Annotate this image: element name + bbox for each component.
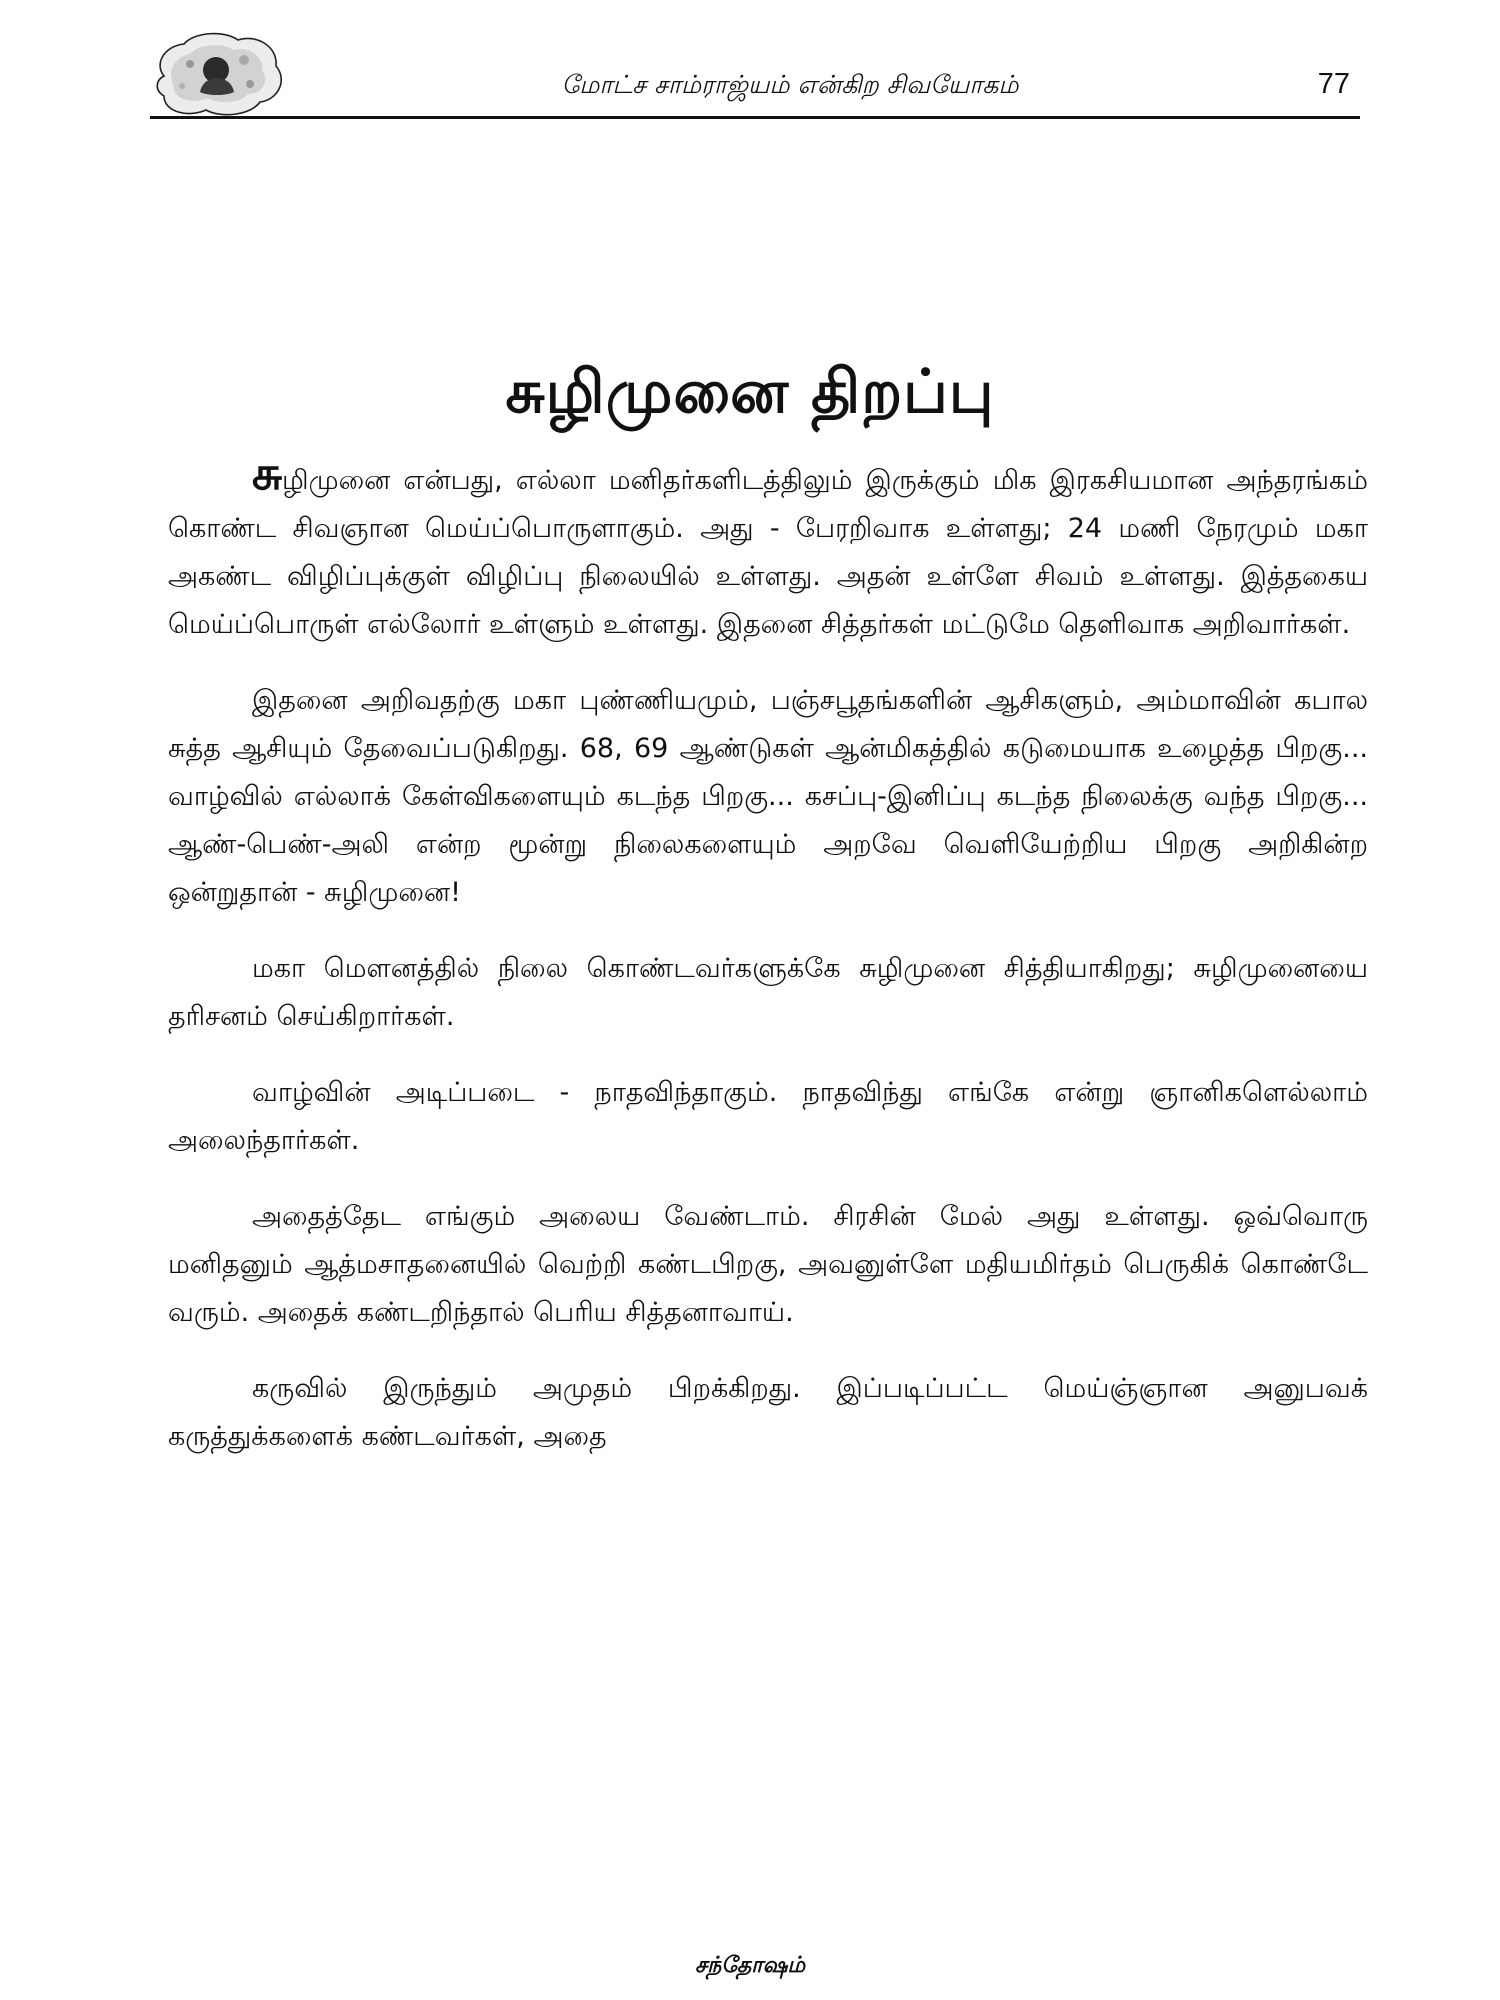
body-text [168, 446, 1368, 1489]
drop-cap: சு [252, 446, 283, 500]
paragraph-1-text: ழிமுனை என்பது, எல்லா மனிதர்களிடத்திலும் இருக்கும் மிக இரகசியமான அந்தரங்கம் கொண்ட சிவஞான மெய்ப்பொருளாகும். அது - பேரறிவாக உள்ளது; 24 மணி நேரமும் மகா அகண்ட விழிப்புக்குள் விழிப்பு நிலையில் உள்ளது. அதன் உள்ளே சிவம் உள்ளது. இத்தகைய மெய்ப்பொருள் எல்லோர் உள்ளும் உள்ளது. இதனை சித்தர்கள் மட்டுமே தெளிவாக அறிவார்கள். [168, 465, 1368, 640]
chapter-title: சுழிமுனை திறப்பு [505, 357, 995, 428]
running-title: மோட்ச சாம்ராஜ்யம் என்கிற சிவயோகம் [561, 70, 1019, 99]
paragraph-4: வாழ்வின் அடிப்படை - நாதவிந்தாகும். நாதவிந்து எங்கே என்று ஞானிகளெல்லாம் அலைந்தார்கள். [168, 1077, 1368, 1156]
page-footer: சந்தோஷம் [694, 1953, 806, 1978]
paragraph-6: கருவில் இருந்தும் அமுதம் பிறக்கிறது. இப்படிப்பட்ட மெய்ஞ்ஞான அனுபவக் கருத்துக்களைக் கண்டவர்கள், அதை [168, 1373, 1368, 1452]
header-rule [150, 116, 1360, 119]
paragraph-3: மகா மௌனத்தில் நிலை கொண்டவர்களுக்கே சுழிமுனை சித்தியாகிறது; சுழிமுனையை தரிசனம் செய்கிறார்கள். [168, 953, 1368, 1032]
page-header [150, 30, 1360, 116]
portrait-emblem [150, 30, 290, 116]
paragraph-1 [168, 446, 1368, 649]
paragraph-2: இதனை அறிவதற்கு மகா புண்ணியமும், பஞ்சபூதங்களின் ஆசிகளும், அம்மாவின் கபால சுத்த ஆசியும் தேவைப்படுகிறது. 68, 69 ஆண்டுகள் ஆன்மிகத்தில் கடுமையாக உழைத்த பிறகு... வாழ்வில் எல்லாக் கேள்விகளையும் கடந்த பிறகு... கசப்பு-இனிப்பு கடந்த நிலைக்கு வந்த பிறகு... ஆண்-பெண்-அலி என்ற மூன்று நிலைகளையும் அறவே வெளியேற்றிய பிறகு அறிகின்ற ஒன்றுதான் - சுழிமுனை! [168, 685, 1368, 908]
paragraph-5: அதைத்தேட எங்கும் அலைய வேண்டாம். சிரசின் மேல் அது உள்ளது. ஒவ்வொரு மனிதனும் ஆத்மசாதனையில் வெற்றி கண்டபிறகு, அவனுள்ளே மதியமிர்தம் பெருகிக் கொண்டே வரும். அதைக் கண்டறிந்தால் பெரிய சித்தனாவாய். [168, 1201, 1368, 1328]
page-number: 77 [1317, 68, 1350, 100]
